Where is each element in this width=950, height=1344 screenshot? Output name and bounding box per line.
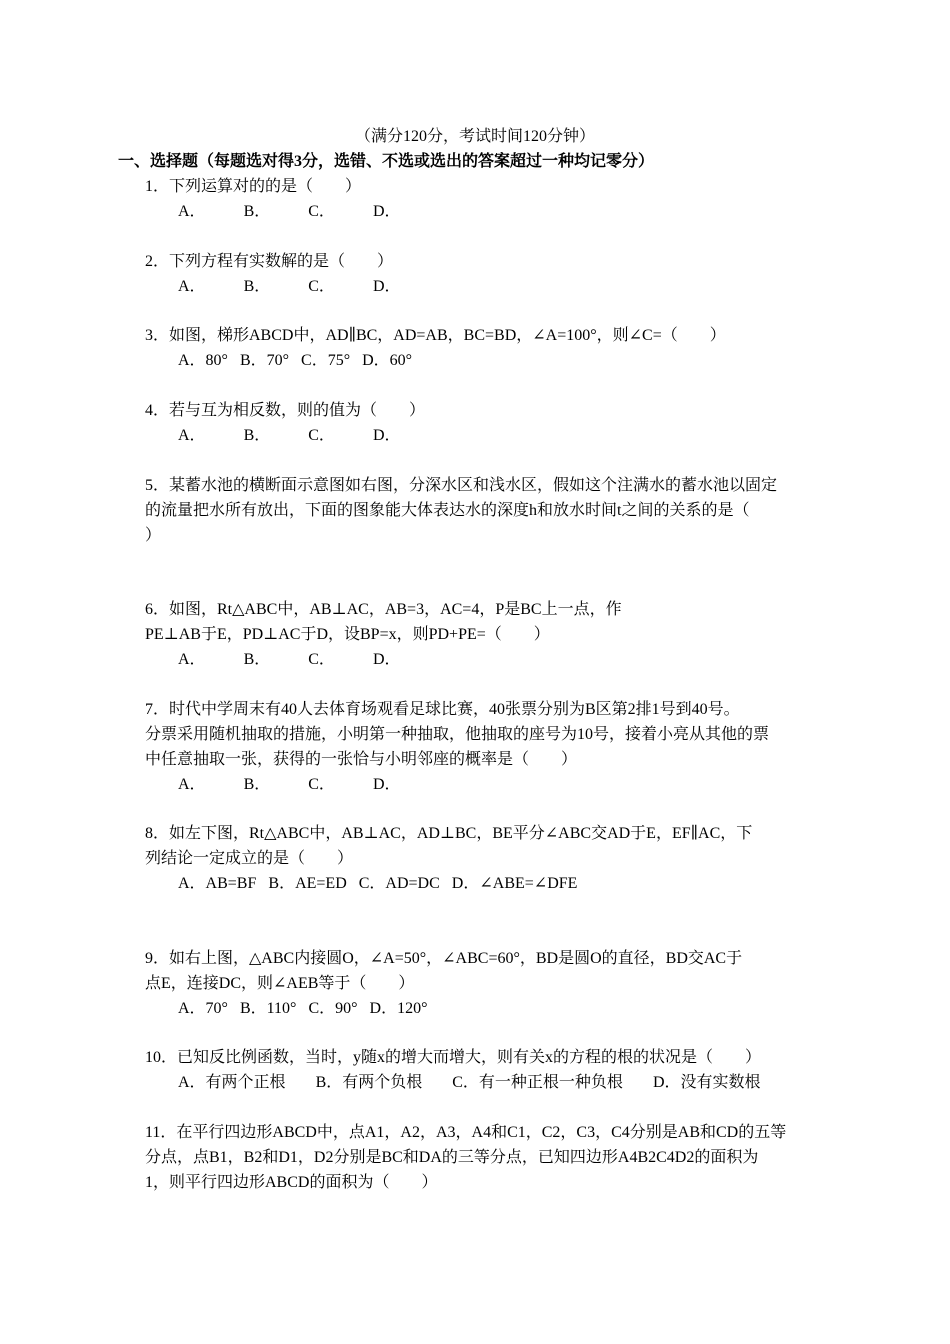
question-6-stem-line-1: 6．如图，Rt△ABC中，AB⊥AC，AB=3，AC=4，P是BC上一点，作 <box>145 601 622 618</box>
question-2-stem: 2．下列方程有实数解的是（ ） <box>145 253 394 270</box>
question-11-stem-line-2: 分点，点B1，B2和D1，D2分别是BC和DA的三等分点，已知四边形A4B2C4D2的面积为 <box>145 1149 759 1166</box>
question-8-options <box>178 874 577 894</box>
question-11-stem-line-3: 1，则平行四边形ABCD的面积为（ ） <box>145 1174 438 1191</box>
question-9-stem-line-2: 点E，连接DC，则∠AEB等于（ ） <box>145 975 415 992</box>
question-4-options <box>178 426 401 446</box>
option-d: D． <box>372 278 401 295</box>
option-c: C．有一种正根一种负根 <box>452 1074 623 1091</box>
question-7-stem-line-1: 7．时代中学周末有40人去体育场观看足球比赛，40张票分别为B区第2排1号到40号。 <box>145 701 740 718</box>
question-3-stem: 3．如图，梯形ABCD中，AD∥BC，AD=AB，BC=BD，∠A=100°，则∠C=（ ） <box>145 327 726 344</box>
question-5-stem-line-3: ） <box>145 527 162 544</box>
option-d: D． <box>372 203 401 220</box>
question-3-options <box>178 351 412 371</box>
option-a: A． <box>178 776 206 793</box>
option-b: B．有两个负根 <box>315 1074 423 1091</box>
question-6-options <box>178 650 401 670</box>
question-1-stem: 1．下列运算对的的是（ ） <box>145 178 362 195</box>
section-title: 一、选择题（每题选对得3分，选错、不选或选出的答案超过一种均记零分） <box>118 153 655 170</box>
option-c: C． <box>308 427 335 444</box>
question-8-stem-line-1: 8．如左下图，Rt△ABC中，AB⊥AC，AD⊥BC，BE平分∠ABC交AD于E，EF∥AC，下 <box>145 825 753 842</box>
question-10-options <box>178 1073 761 1093</box>
option-d: D． <box>372 427 401 444</box>
exam-subtitle: （满分120分，考试时间120分钟） <box>354 128 595 145</box>
question-4-stem: 4．若与互为相反数，则的值为（ ） <box>145 402 426 419</box>
option-b: B．110° <box>239 1000 297 1017</box>
option-a: A．有两个正根 <box>178 1074 286 1091</box>
question-6-stem-line-2: PE⊥AB于E，PD⊥AC于D，设BP=x，则PD+PE=（ ） <box>145 626 550 643</box>
option-d: D．60° <box>362 352 413 369</box>
question-7-stem-line-2: 分票采用随机抽取的措施，小明第一种抽取，他抽取的座号为10号，接着小亮从其他的票 <box>145 726 770 743</box>
option-a: A． <box>178 278 206 295</box>
option-a: A． <box>178 427 206 444</box>
option-c: C．75° <box>301 352 351 369</box>
question-10-stem: 10．已知反比例函数，当时，y随x的增大而增大，则有关x的方程的根的状况是（ ） <box>145 1049 762 1066</box>
option-a: A．AB=BF <box>178 875 257 892</box>
option-b: B． <box>243 203 271 220</box>
option-b: B．AE=ED <box>268 875 347 892</box>
question-5-stem-line-1: 5．某蓄水池的横断面示意图如右图，分深水区和浅水区，假如这个注满水的蓄水池以固定 <box>145 477 778 494</box>
option-c: C． <box>308 651 335 668</box>
option-b: B． <box>243 651 271 668</box>
option-c: C． <box>308 203 335 220</box>
question-11-stem-line-1: 11．在平行四边形ABCD中，点A1，A2，A3，A4和C1，C2，C3，C4分别是AB和CD的五等 <box>145 1124 787 1141</box>
option-d: D．120° <box>369 1000 428 1017</box>
option-d: D．∠ABE=∠DFE <box>451 875 578 892</box>
question-7-stem-line-3: 中任意抽取一张，获得的一张恰与小明邻座的概率是（ ） <box>145 751 578 768</box>
question-5-stem-line-2: 的流量把水所有放出，下面的图象能大体表达水的深度h和放水时间t之间的关系的是（ <box>145 502 750 519</box>
option-c: C．AD=DC <box>358 875 440 892</box>
option-a: A．70° <box>178 1000 228 1017</box>
option-c: C． <box>308 278 335 295</box>
option-a: A． <box>178 651 206 668</box>
question-9-options <box>178 999 428 1019</box>
option-c: C． <box>308 776 335 793</box>
option-a: A．80° <box>178 352 228 369</box>
question-1-options <box>178 202 401 222</box>
question-9-stem-line-1: 9．如右上图，△ABC内接圆O，∠A=50°，∠ABC=60°，BD是圆O的直径，BD交AC于 <box>145 950 743 967</box>
option-b: B． <box>243 278 271 295</box>
question-2-options <box>178 277 401 297</box>
option-d: D． <box>372 776 401 793</box>
option-d: D． <box>372 651 401 668</box>
option-b: B． <box>243 427 271 444</box>
option-c: C．90° <box>308 1000 358 1017</box>
option-a: A． <box>178 203 206 220</box>
question-8-stem-line-2: 列结论一定成立的是（ ） <box>145 850 354 867</box>
option-d: D．没有实数根 <box>652 1074 761 1091</box>
question-7-options <box>178 775 401 795</box>
option-b: B．70° <box>239 352 290 369</box>
option-b: B． <box>243 776 271 793</box>
